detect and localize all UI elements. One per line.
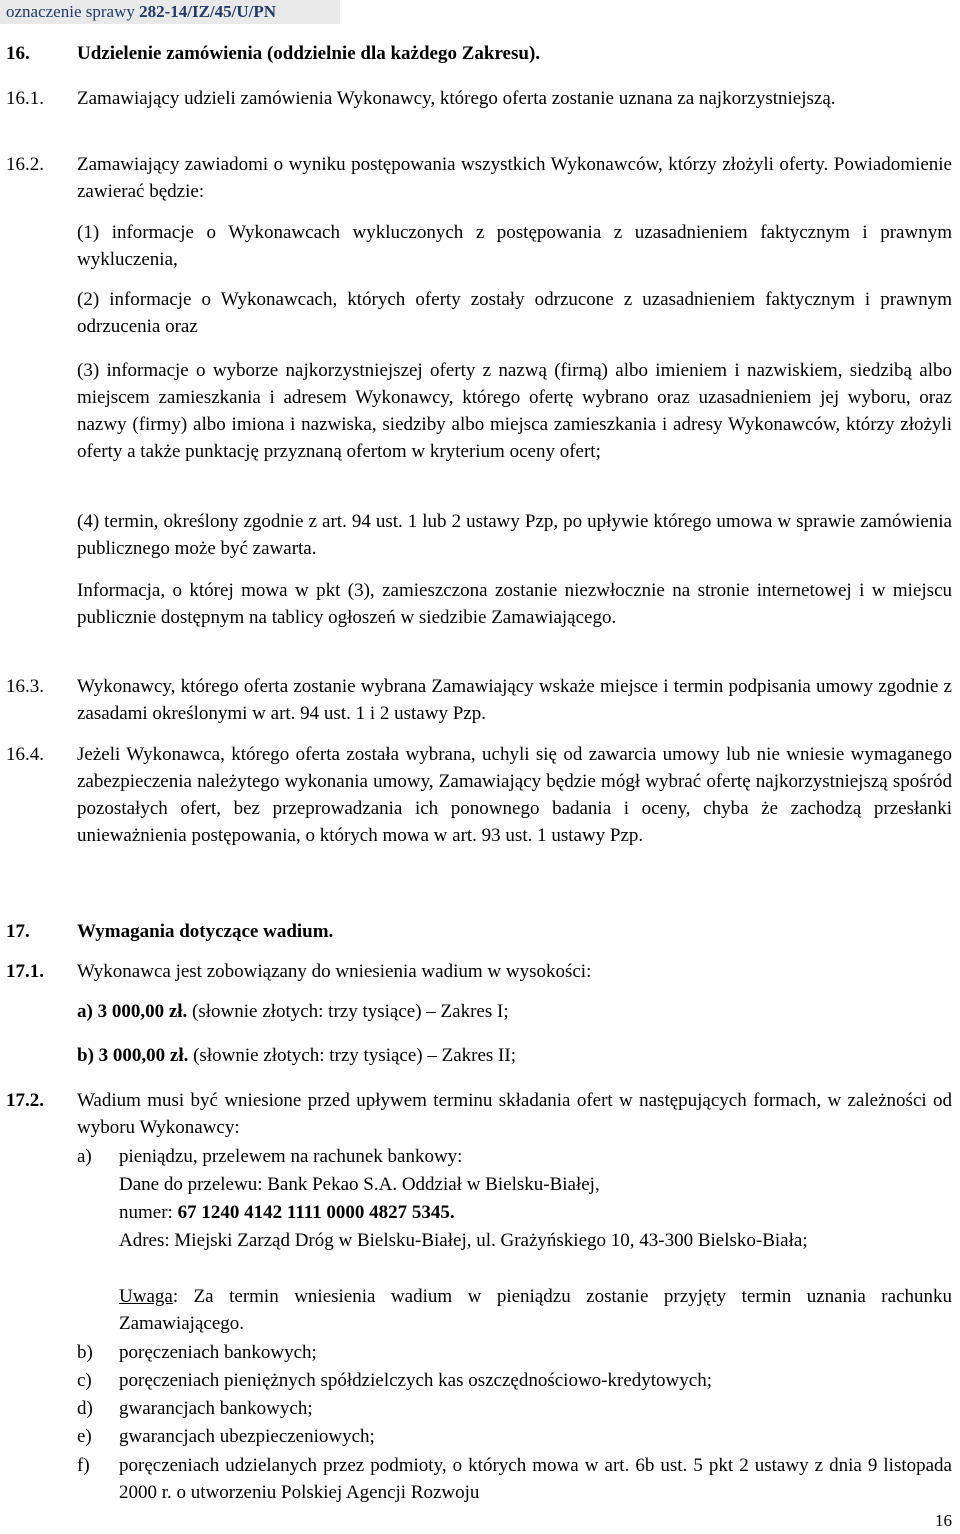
clause-16-2-text: Zamawiający zawiadomi o wyniku postępowania wszystkich Wykonawców, którzy złożyli oferty. Powiadomienie zawierać będzie: (77, 154, 952, 202)
clause-16-3-text: Wykonawcy, którego oferta zostanie wybrana Zamawiający wskaże miejsce i termin podpisania umowy zgodnie z zasadami określonymi w art. 94 ust. 1 i 2 ustawy Pzp. (77, 676, 952, 724)
note-label: Uwaga (119, 1286, 173, 1307)
section-17-title: Wymagania dotyczące wadium. (77, 921, 334, 942)
clause-17-1-text: Wykonawca jest zobowiązany do wniesienia wadium w wysokości: (77, 961, 592, 982)
deposit-zakres-1: a) 3 000,00 zł. (słownie złotych: trzy tysiące) – Zakres I; (77, 1001, 509, 1022)
notice-item-2: (2) informacje o Wykonawcach, których oferty zostały odrzucone z uzasadnieniem faktycznym i prawnym odrzucenia oraz (77, 289, 952, 337)
form-item-a-text: pieniądzu, przelewem na rachunek bankowy: (119, 1146, 463, 1167)
bank-address: Adres: Miejski Zarząd Dróg w Bielsku-Białej, ul. Grażyńskiego 10, 43-300 Bielsko-Biała; (119, 1230, 808, 1251)
payment-note: Uwaga: Za termin wniesienia wadium w pieniądzu zostanie przyjęty termin uznania rachunku Zamawiającego. (119, 1286, 952, 1334)
publication-info: Informacja, o której mowa w pkt (3), zamieszczona zostanie niezwłocznie na stronie internetowej i w miejscu publicznie dostępnym na tablicy ogłoszeń w siedzibie Zamawiającego. (77, 580, 952, 628)
deposit-amount-2: b) 3 000,00 zł. (77, 1045, 189, 1066)
case-id: 282-14/IZ/45/U/PN (139, 2, 277, 21)
notice-item-4: (4) termin, określony zgodnie z art. 94 ust. 1 lub 2 ustawy Pzp, po upływie którego umowa w sprawie zamówienia publicznego może być zawarta. (77, 511, 952, 559)
clause-16-4-text: Jeżeli Wykonawca, którego oferta została wybrana, uchyli się od zawarcia umowy lub nie wniesie wymaganego zabezpieczenia należytego wykonania umowy, Zamawiający będzie mógł wybrać ofertę najkorzystniejszą spośród pozostałych ofert, bez przeprowadzania ich ponownego badania i oceny, chyba że zachodzą przesłanki unieważnienia postępowania, o których mowa w art. 93 ust. 1 ustawy Pzp. (77, 744, 952, 846)
case-header (0, 0, 340, 24)
deposit-amount-1: a) 3 000,00 zł. (77, 1001, 188, 1022)
case-header-text: oznaczenie sprawy 282-14/IZ/45/U/PN (6, 2, 277, 21)
bank-details: Dane do przelewu: Bank Pekao S.A. Oddział w Bielsku-Białej, (119, 1174, 600, 1195)
deposit-zakres-2: b) 3 000,00 zł. (słownie złotych: trzy tysiące) – Zakres II; (77, 1045, 516, 1066)
page-number: 16 (935, 1511, 952, 1530)
notice-item-3: (3) informacje o wyborze najkorzystniejszej oferty z nazwą (firmą) albo imieniem i nazwiskiem, siedzibą albo miejscem zamieszkania i adresem Wykonawcy, którego ofertę wybrano oraz uzasadnieniem jej wyboru, oraz nazwy (firmy) albo imiona i nazwiska, siedziby albo miejsca zamieszkania i adresy Wykonawców, którzy złożyli oferty a także punktację przyznaną ofertom w kryterium oceny ofert; (77, 360, 952, 462)
account-number-line: numer: 67 1240 4142 1111 0000 4827 5345. (119, 1202, 455, 1223)
clause-16-1-text: Zamawiający udzieli zamówienia Wykonawcy, którego oferta zostanie uznana za najkorzystniejszą. (77, 88, 836, 109)
clause-17-2-text: Wadium musi być wniesione przed upływem terminu składania ofert w następujących formach, w zależności od wyboru Wykonawcy: (77, 1090, 952, 1138)
section-16-title: Udzielenie zamówienia (oddzielnie dla każdego Zakresu). (77, 43, 541, 64)
notice-item-1: (1) informacje o Wykonawcach wykluczonych z postępowania z uzasadnieniem faktycznym i prawnym wykluczenia, (77, 222, 952, 270)
account-number: 67 1240 4142 1111 0000 4827 5345. (177, 1202, 455, 1223)
